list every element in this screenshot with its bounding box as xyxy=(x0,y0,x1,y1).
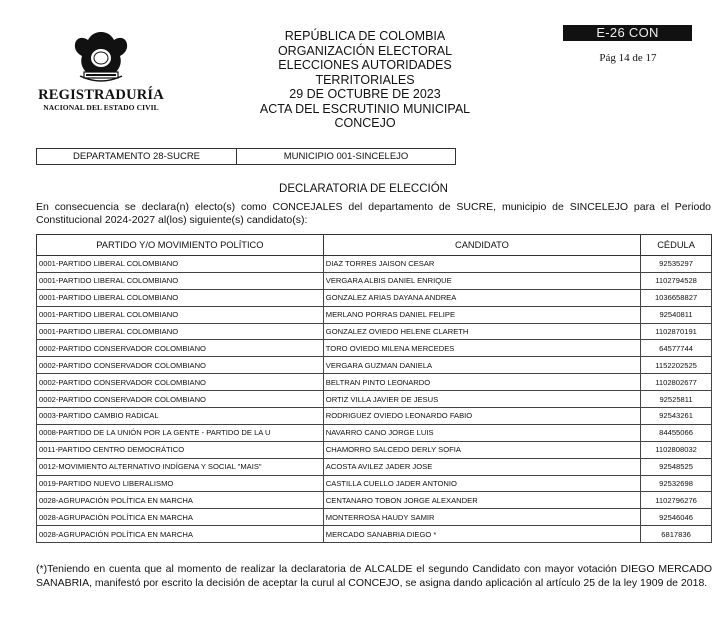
declaration-intro: En consecuencia se declara(n) electo(s) como CONCEJALES del departamento de SUCRE, municipio de SINCELEJO para el Periodo Constitucional 2024-2027 al(los) siguiente(s) candidato(s): xyxy=(36,201,711,226)
cedula-cell: 1102796276 xyxy=(641,492,712,509)
partido-cell: 0001-PARTIDO LIBERAL COLOMBIANO xyxy=(37,272,324,289)
candidato-cell: ACOSTA AVILEZ JADER JOSE xyxy=(323,458,640,475)
candidato-cell: MERCADO SANABRIA DIEGO * xyxy=(323,526,640,543)
table-row xyxy=(37,408,712,425)
candidato-cell: DIAZ TORRES JAISON CESAR xyxy=(323,256,640,273)
column-header-partido: PARTIDO Y/O MOVIMIENTO POLÍTICO xyxy=(37,235,324,256)
cedula-cell: 6817836 xyxy=(641,526,712,543)
candidato-cell: GONZALEZ ARIAS DAYANA ANDREA xyxy=(323,289,640,306)
partido-cell: 0001-PARTIDO LIBERAL COLOMBIANO xyxy=(37,306,324,323)
form-code-badge: E-26 CON xyxy=(563,25,692,41)
table-row xyxy=(37,458,712,475)
table-row xyxy=(37,374,712,391)
column-header-cedula: CÉDULA xyxy=(641,235,712,256)
municipio-field: MUNICIPIO 001-SINCELEJO xyxy=(283,151,409,162)
cedula-cell: 92535297 xyxy=(641,256,712,273)
elected-candidates-table xyxy=(36,234,712,543)
cedula-cell: 92543261 xyxy=(641,408,712,425)
candidato-cell: VERGARA GUZMAN DANIELA xyxy=(323,357,640,374)
table-header-row xyxy=(37,235,712,256)
table-row xyxy=(37,357,712,374)
candidato-cell: TORO OVIEDO MILENA MERCEDES xyxy=(323,340,640,357)
table-row xyxy=(37,424,712,441)
header-line-country: REPÚBLICA DE COLOMBIA xyxy=(284,29,446,43)
cedula-cell: 1102794528 xyxy=(641,272,712,289)
partido-cell: 0001-PARTIDO LIBERAL COLOMBIANO xyxy=(37,289,324,306)
table-row xyxy=(37,391,712,408)
departamento-field: DEPARTAMENTO 28-SUCRE xyxy=(37,149,237,164)
partido-cell: 0008-PARTIDO DE LA UNIÓN POR LA GENTE - PARTIDO DE LA U xyxy=(37,424,324,441)
cedula-cell: 1102870191 xyxy=(641,323,712,340)
partido-cell: 0002-PARTIDO CONSERVADOR COLOMBIANO xyxy=(37,340,324,357)
logo-title: REGISTRADURÍA xyxy=(38,87,164,103)
partido-cell: 0019-PARTIDO NUEVO LIBERALISMO xyxy=(37,475,324,492)
table-row xyxy=(37,509,712,526)
candidato-cell: CASTILLA CUELLO JADER ANTONIO xyxy=(323,475,640,492)
partido-cell: 0003-PARTIDO CAMBIO RADICAL xyxy=(37,408,324,425)
partido-cell: 0028-AGRUPACIÓN POLÍTICA EN MARCHA xyxy=(37,492,324,509)
header-line-date: 29 DE OCTUBRE DE 2023 xyxy=(289,87,441,101)
partido-cell: 0001-PARTIDO LIBERAL COLOMBIANO xyxy=(37,256,324,273)
cedula-cell: 92546046 xyxy=(641,509,712,526)
candidato-cell: BELTRAN PINTO LEONARDO xyxy=(323,374,640,391)
table-row xyxy=(37,289,712,306)
partido-cell: 0002-PARTIDO CONSERVADOR COLOMBIANO xyxy=(37,374,324,391)
cedula-cell: 1036658827 xyxy=(641,289,712,306)
partido-cell: 0011-PARTIDO CENTRO DEMOCRÁTICO xyxy=(37,441,324,458)
logo-subtitle: NACIONAL DEL ESTADO CIVIL xyxy=(43,103,159,112)
cedula-cell: 64577744 xyxy=(641,340,712,357)
header-line-organization: ORGANIZACIÓN ELECTORAL xyxy=(277,43,453,58)
candidato-cell: NAVARRO CANO JORGE LUIS xyxy=(323,424,640,441)
candidato-cell: VERGARA ALBIS DANIEL ENRIQUE xyxy=(323,272,640,289)
partido-cell: 0012-MOVIMIENTO ALTERNATIVO INDÍGENA Y SOCIAL "MAIS" xyxy=(37,458,324,475)
cedula-cell: 92540811 xyxy=(641,306,712,323)
partido-cell: 0002-PARTIDO CONSERVADOR COLOMBIANO xyxy=(37,391,324,408)
table-row xyxy=(37,475,712,492)
header-line-corporation: CONCEJO xyxy=(334,116,396,130)
candidato-cell: ORTIZ VILLA JAVIER DE JESUS xyxy=(323,391,640,408)
table-row xyxy=(37,306,712,323)
candidato-cell: CHAMORRO SALCEDO DERLY SOFIA xyxy=(323,441,640,458)
candidato-cell: RODRIGUEZ OVIEDO LEONARDO FABIO xyxy=(323,408,640,425)
candidato-cell: GONZALEZ OVIEDO HELENE CLARETH xyxy=(323,323,640,340)
partido-cell: 0002-PARTIDO CONSERVADOR COLOMBIANO xyxy=(37,357,324,374)
partido-cell: 0028-AGRUPACIÓN POLÍTICA EN MARCHA xyxy=(37,526,324,543)
candidato-cell: CENTANARO TOBON JORGE ALEXANDER xyxy=(323,492,640,509)
cedula-cell: 92525811 xyxy=(641,391,712,408)
table-row xyxy=(37,323,712,340)
coat-of-arms-icon xyxy=(70,28,132,86)
table-row xyxy=(37,526,712,543)
table-row xyxy=(37,340,712,357)
table-row xyxy=(37,272,712,289)
candidato-cell: MONTERROSA HAUDY SAMIR xyxy=(323,509,640,526)
column-header-candidato: CANDIDATO xyxy=(323,235,640,256)
cedula-cell: 1102802677 xyxy=(641,374,712,391)
footnote: (*)Teniendo en cuenta que al momento de realizar la declaratoria de ALCALDE el segundo Candidato con mayor votación DIEGO MERCADO SANABRIA, manifestó por escrito la decisión de aceptar la curul al CONCEJO, se asigna dando aplicación al artículo 25 de la ley 1909 de 2018. xyxy=(36,563,712,589)
table-row xyxy=(37,492,712,509)
candidato-cell: MERLANO PORRAS DANIEL FELIPE xyxy=(323,306,640,323)
header-line-elections: ELECCIONES AUTORIDADES TERRITORIALES xyxy=(278,58,452,87)
cedula-cell: 1152202525 xyxy=(641,357,712,374)
partido-cell: 0001-PARTIDO LIBERAL COLOMBIANO xyxy=(37,323,324,340)
page-number: Pág 14 de 17 xyxy=(599,52,657,64)
cedula-cell: 92532698 xyxy=(641,475,712,492)
cedula-cell: 92548525 xyxy=(641,458,712,475)
table-row xyxy=(37,256,712,273)
registraduria-logo xyxy=(36,28,166,112)
location-box xyxy=(36,148,456,165)
document-header xyxy=(235,29,495,131)
partido-cell: 0028-AGRUPACIÓN POLÍTICA EN MARCHA xyxy=(37,509,324,526)
declaration-title: DECLARATORIA DE ELECCIÓN xyxy=(279,183,448,195)
table-body xyxy=(37,256,712,543)
cedula-cell: 1102808032 xyxy=(641,441,712,458)
table-row xyxy=(37,441,712,458)
header-line-act: ACTA DEL ESCRUTINIO MUNICIPAL xyxy=(259,101,471,116)
cedula-cell: 84455066 xyxy=(641,424,712,441)
